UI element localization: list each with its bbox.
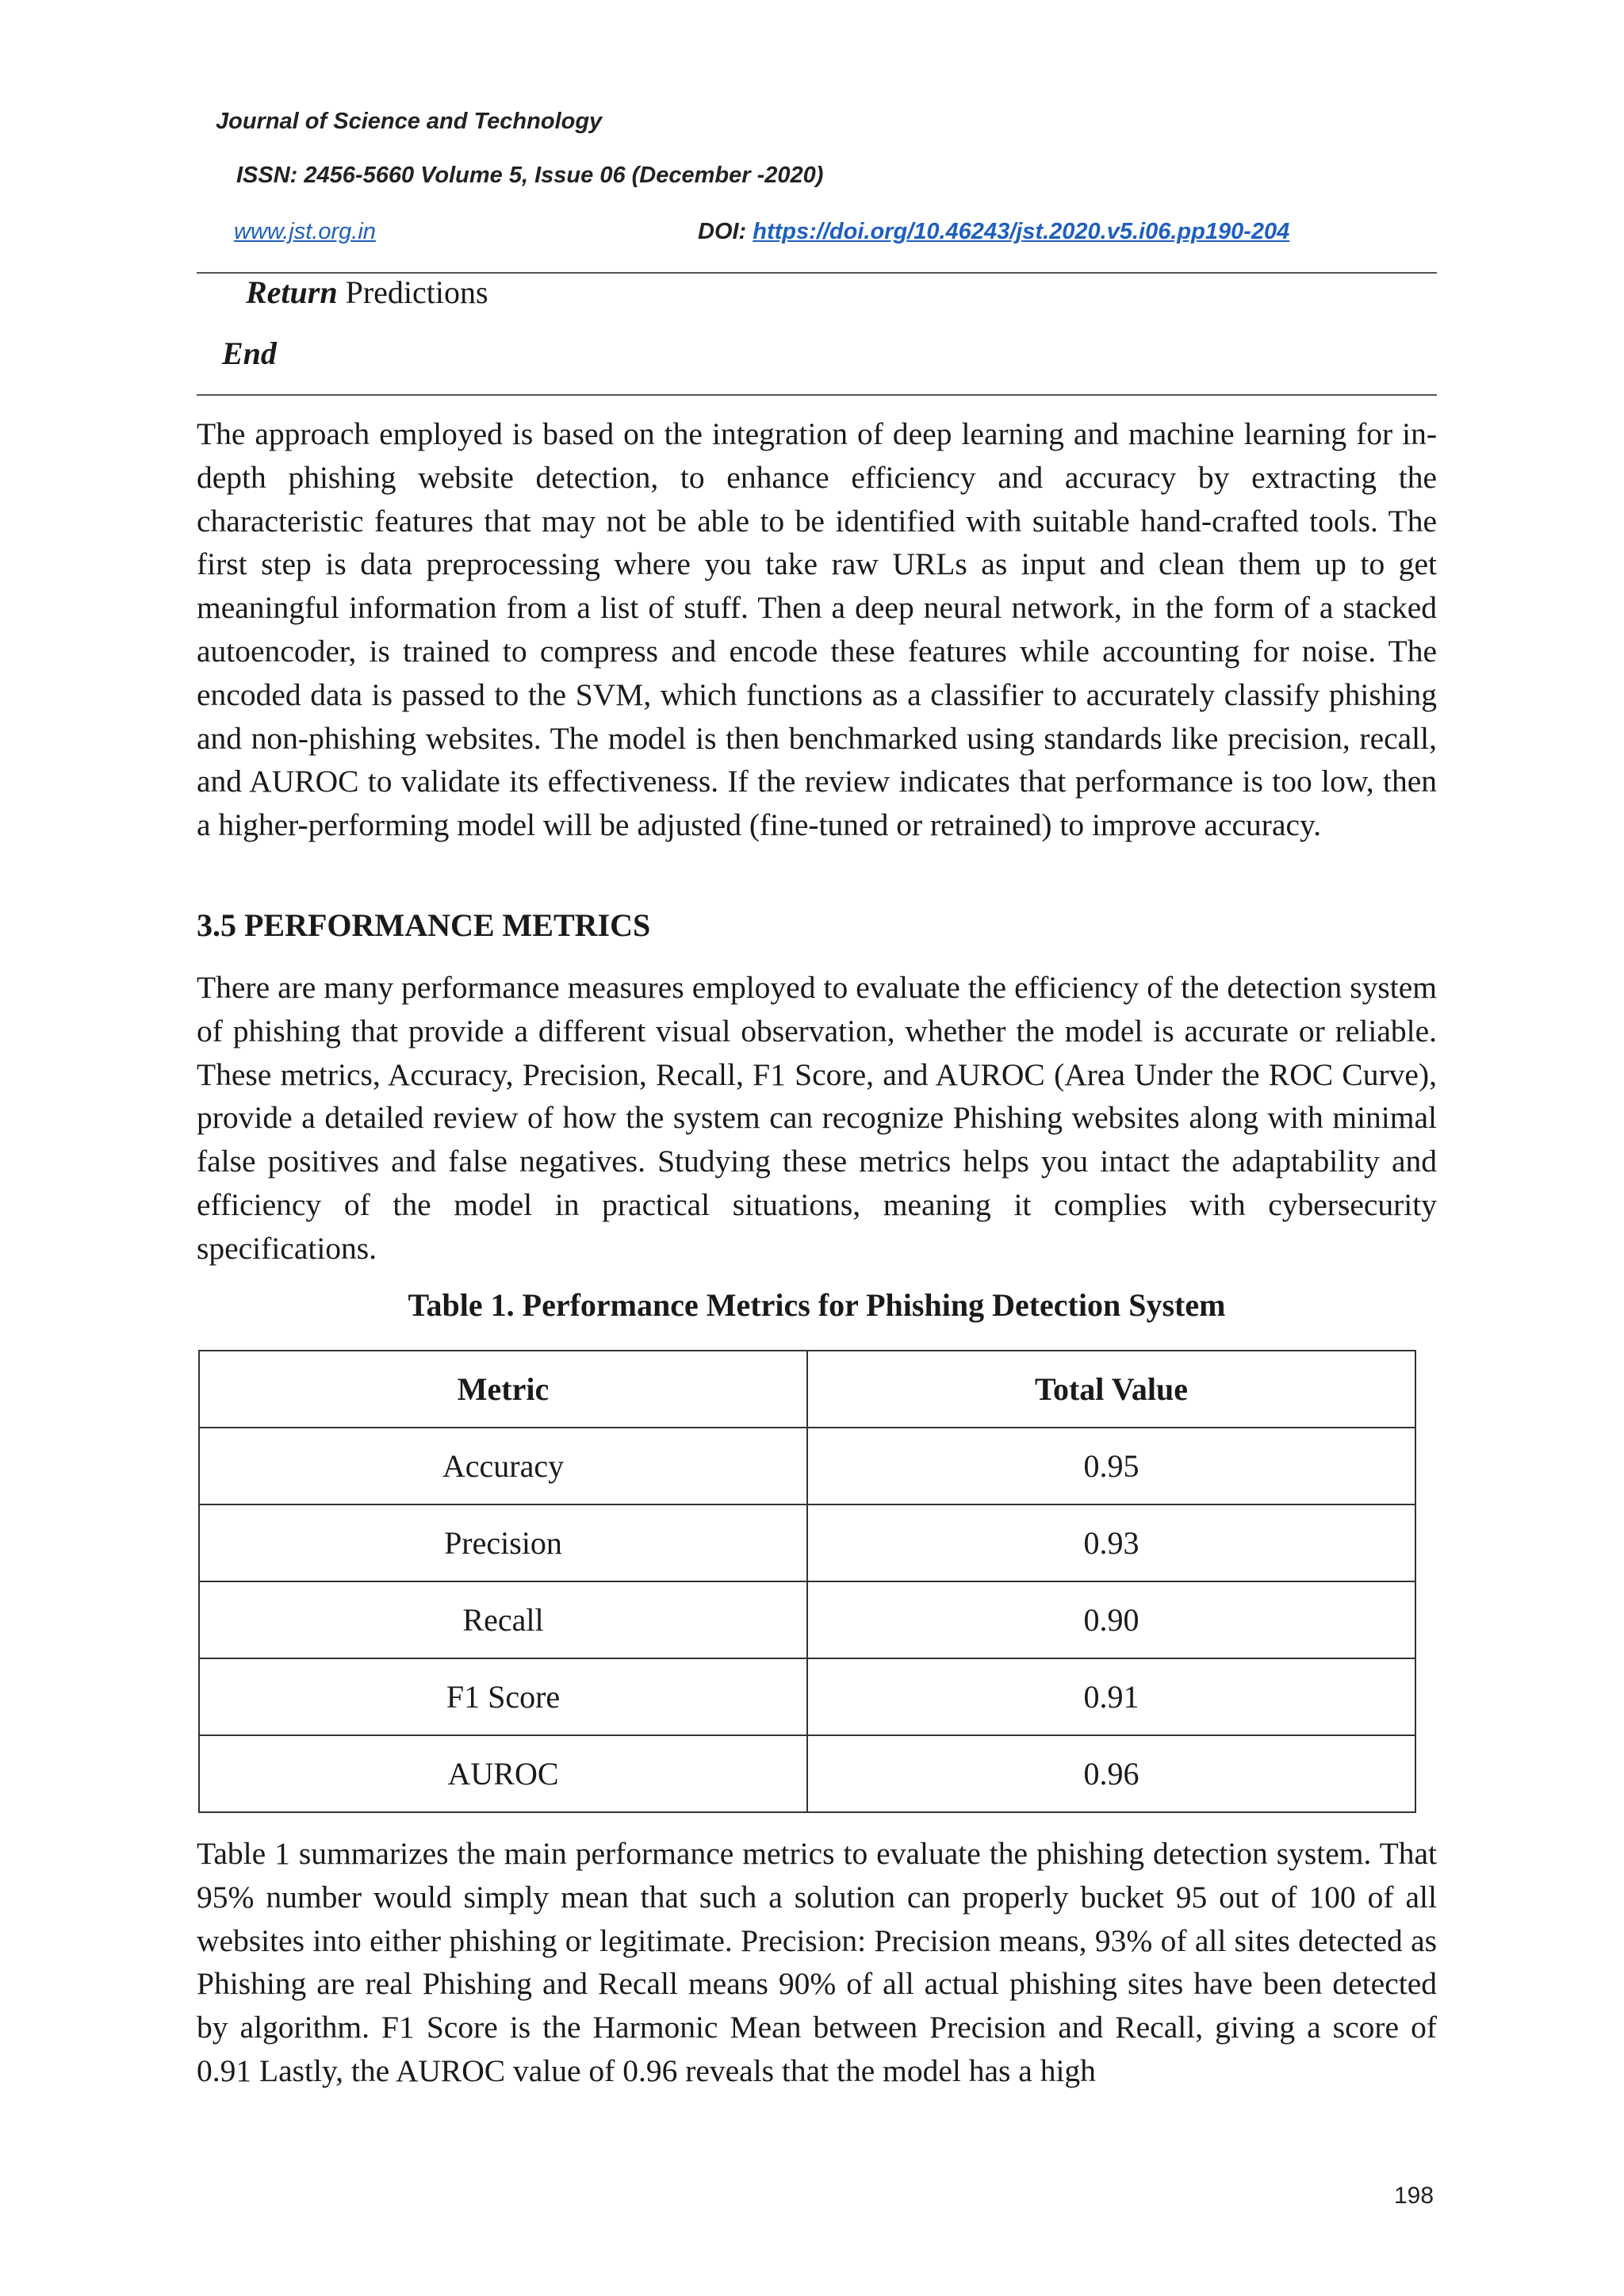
table-row (199, 1735, 1415, 1812)
body-paragraph-approach: The approach employed is based on the integration of deep learning and machine learning for in-depth phishing website detection, to enhance efficiency and accuracy by extracting the characteristic features that may not be able to be identified with suitable hand-crafted tools. The first step is data preprocessing where you take raw URLs as input and clean them up to get meaningful information from a list of stuff. Then a deep neural network, in the form of a stacked autoencoder, is trained to compress and encode these features while accounting for noise. The encoded data is passed to the SVM, which functions as a classifier to accurately classify phishing and non-phishing websites. The model is then benchmarked using standards like precision, recall, and AUROC to validate its effectiveness. If the review indicates that performance is too low, then a higher-performing model will be adjusted (fine-tuned or retrained) to improve accuracy. (197, 416, 1437, 843)
doi-line (698, 219, 1289, 245)
doi-link[interactable]: https://doi.org/10.46243/jst.2020.v5.i06.pp190-204 (753, 219, 1290, 244)
algorithm-end-line: End (222, 335, 277, 371)
metric-name-cell: Accuracy (199, 1428, 807, 1504)
algorithm-divider (197, 394, 1437, 396)
journal-title: Journal of Science and Technology (216, 109, 603, 134)
journal-website-link[interactable]: www.jst.org.in (234, 219, 376, 244)
metric-name-cell: AUROC (199, 1735, 807, 1812)
algorithm-return-line (246, 274, 488, 311)
column-header-total-value: Total Value (807, 1351, 1415, 1428)
metric-name-cell: Precision (199, 1504, 807, 1581)
body-paragraph-metrics-intro: There are many performance measures employed to evaluate the efficiency of the detection system of phishing that provide a different visual observation, whether the model is accurate or reliable. These metrics, Accuracy, Precision, Recall, F1 Score, and AUROC (Area Under the ROC Curve), provide a detailed review of how the system can recognize Phishing websites along with minimal false positives and false negatives. Studying these metrics helps you intact the adaptability and efficiency of the model in practical situations, meaning it complies with cybersecurity specifications. (197, 970, 1437, 1266)
metrics-table (198, 1350, 1416, 1813)
table-row (199, 1428, 1415, 1504)
table-row (199, 1504, 1415, 1581)
page-number: 198 (1394, 2183, 1434, 2209)
column-header-metric: Metric (199, 1351, 807, 1428)
metric-name-cell: Recall (199, 1581, 807, 1658)
body-paragraph-table-summary: Table 1 summarizes the main performance metrics to evaluate the phishing detection system. That 95% number would simply mean that such a solution can properly bucket 95 out of 100 of all websites into either phishing or legitimate. Precision: Precision means, 93% of all sites detected as Phishing are real Phishing and Recall means 90% of all actual phishing sites have been detected by algorithm. F1 Score is the Harmonic Mean between Precision and Recall, giving a score of 0.91 Lastly, the AUROC value of 0.96 reveals that the model has a high (197, 1836, 1437, 2088)
table-row (199, 1658, 1415, 1735)
return-keyword: Return (246, 274, 338, 310)
doi-label: DOI: (698, 219, 753, 244)
metric-name-cell: F1 Score (199, 1658, 807, 1735)
table-caption: Table 1. Performance Metrics for Phishing Detection System (408, 1287, 1226, 1323)
metric-value-cell: 0.95 (807, 1428, 1415, 1504)
table-row (199, 1581, 1415, 1658)
issn-volume-line: ISSN: 2456-5660 Volume 5, Issue 06 (December -2020) (236, 163, 824, 188)
section-heading: 3.5 PERFORMANCE METRICS (197, 907, 651, 943)
metric-value-cell: 0.91 (807, 1658, 1415, 1735)
metric-value-cell: 0.90 (807, 1581, 1415, 1658)
table-header-row (199, 1351, 1415, 1428)
metric-value-cell: 0.96 (807, 1735, 1415, 1812)
return-text: Predictions (337, 274, 488, 310)
metric-value-cell: 0.93 (807, 1504, 1415, 1581)
